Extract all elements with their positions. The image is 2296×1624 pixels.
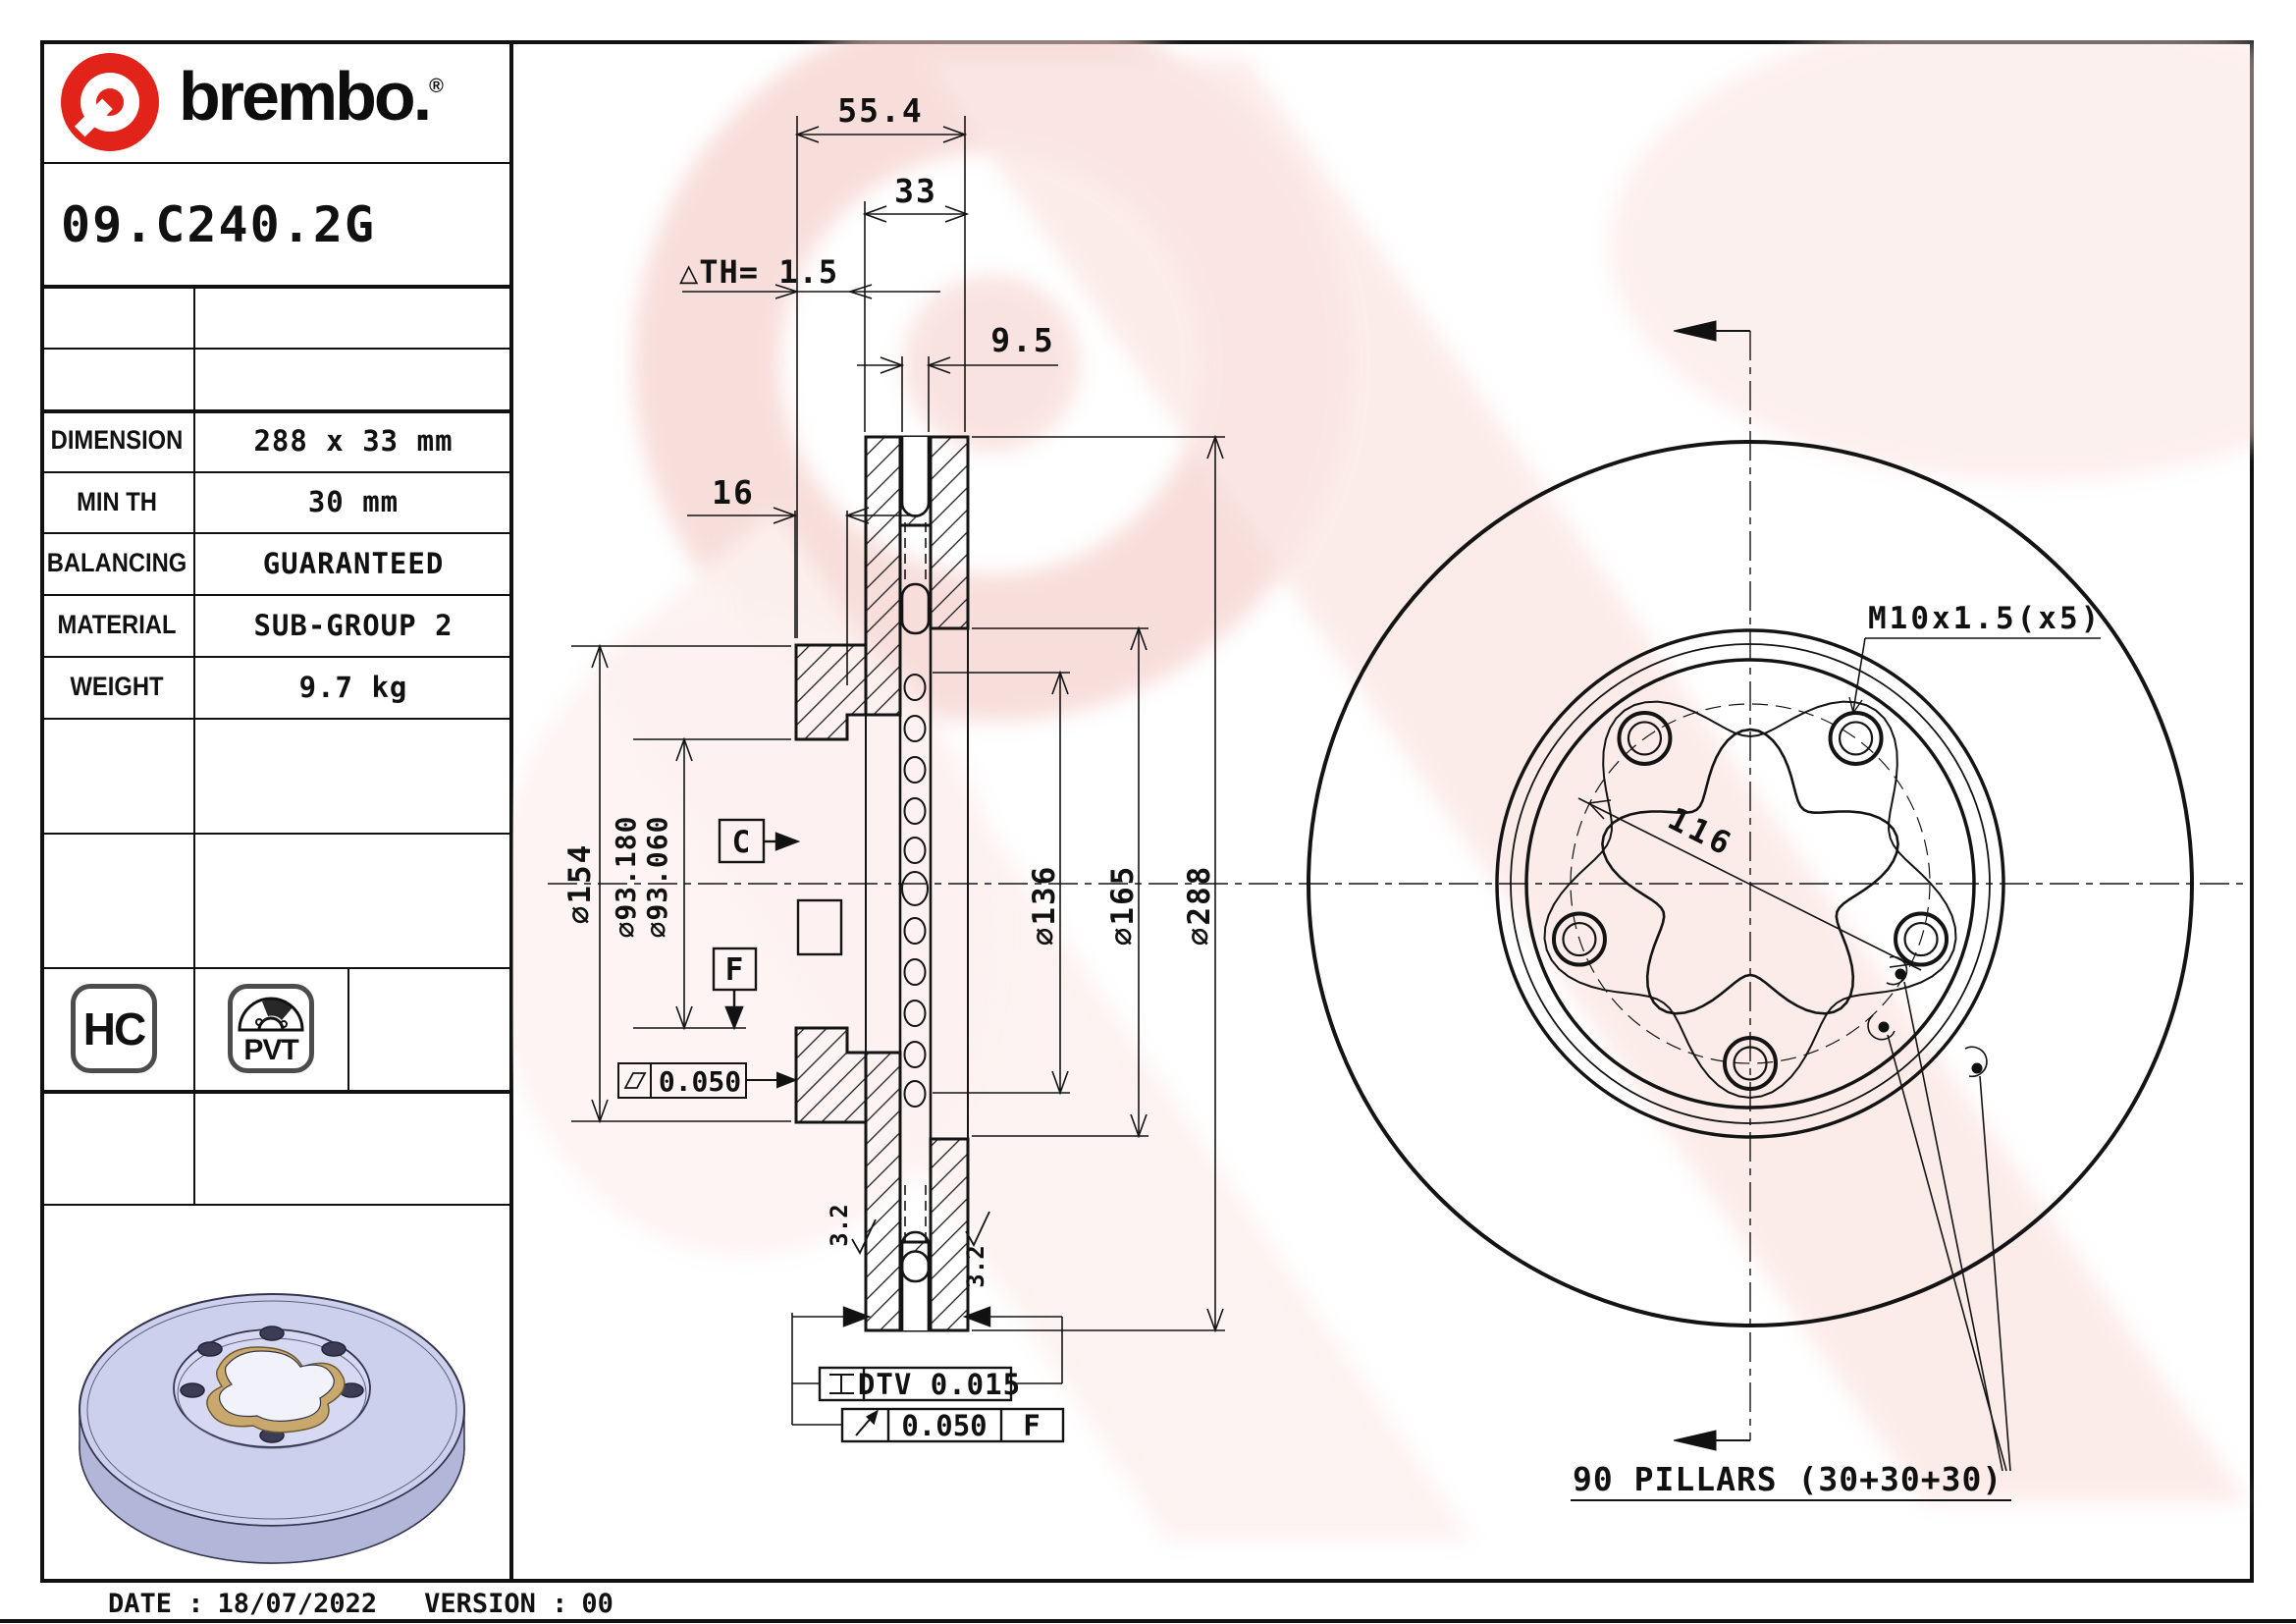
spec-value: 288 x 33 mm [253, 423, 454, 458]
version-value: 00 [581, 1589, 614, 1619]
grid-line [40, 348, 512, 350]
dim-dia-288: ⌀288 [1182, 864, 1217, 947]
dim-16: 16 [712, 473, 755, 512]
hc-badge-label: HC [82, 1002, 145, 1055]
grid-line [40, 967, 512, 969]
roughness-outer: 3.2 [962, 1245, 989, 1288]
disc-3d-render [71, 1263, 473, 1582]
date-value: 18/07/2022 [217, 1589, 378, 1619]
vent-slot-bottom [902, 1252, 929, 1331]
thread-callout [1849, 638, 2101, 713]
grid-line [40, 285, 512, 289]
grid-line [40, 833, 512, 835]
datum-c-label: C [731, 825, 751, 860]
spec-value: SUB-GROUP 2 [253, 608, 454, 642]
grid-line [347, 967, 349, 1090]
flatness-value: 0.050 [658, 1065, 742, 1098]
spec-label: MIN TH [77, 486, 157, 516]
brand-text: brembo. [179, 58, 430, 135]
version-label: VERSION : [424, 1589, 568, 1619]
spec-label: WEIGHT [70, 672, 164, 701]
dim-dia-136: ⌀136 [1027, 864, 1062, 947]
vent-slot-top [902, 437, 929, 516]
grid-line [40, 718, 512, 720]
brand-wordmark [179, 57, 444, 135]
grid-line [40, 1090, 512, 1094]
dtv-value: DTV 0.015 [857, 1368, 1022, 1401]
thread-note: M10x1.5(x5) [1868, 601, 2103, 636]
spec-label: MATERIAL [57, 610, 177, 639]
brembo-logo-icon [54, 45, 167, 155]
date-label: DATE : [108, 1589, 204, 1619]
registered-mark: ® [429, 76, 444, 97]
spec-value: GUARANTEED [262, 546, 445, 580]
spec-value: 30 mm [307, 485, 400, 518]
bcd-value: 116 [1662, 799, 1740, 864]
runout-value: 0.050 [901, 1409, 988, 1442]
technical-drawing [512, 40, 2254, 1583]
pvt-badge-label: PVT [243, 1034, 298, 1066]
roughness-inner: 3.2 [826, 1204, 853, 1247]
note-th: △TH= 1.5 [679, 253, 839, 291]
pillars-note: 90 PILLARS (30+30+30) [1573, 1460, 2003, 1498]
spec-label: DIMENSION [50, 425, 184, 455]
spec-value: 9.7 kg [298, 670, 408, 704]
dim-dia-165: ⌀165 [1105, 864, 1141, 947]
pvt-disc-icon [233, 989, 309, 1068]
pvt-badge [228, 984, 314, 1073]
bolt-hole [1831, 713, 1882, 764]
part-number: 09.C240.2G [61, 196, 377, 253]
runout-datum: F [1023, 1409, 1041, 1442]
dim-55-4: 55.4 [837, 91, 924, 130]
dim-9-5: 9.5 [990, 321, 1055, 359]
dim-dia-93-180: ⌀93.180 [610, 815, 642, 939]
grid-line [40, 1204, 512, 1206]
dim-33: 33 [894, 172, 937, 210]
bolt-hole [1840, 722, 1872, 754]
hc-badge [71, 984, 157, 1073]
grid-line [40, 162, 512, 164]
dim-dia-154: ⌀154 [562, 842, 598, 925]
spec-label: BALANCING [46, 548, 187, 577]
datum-f-label: F [724, 952, 744, 988]
sheet-bottom-edge [0, 1619, 2296, 1623]
dim-dia-93-060: ⌀93.060 [641, 815, 673, 939]
footer-date-line [108, 1589, 614, 1619]
